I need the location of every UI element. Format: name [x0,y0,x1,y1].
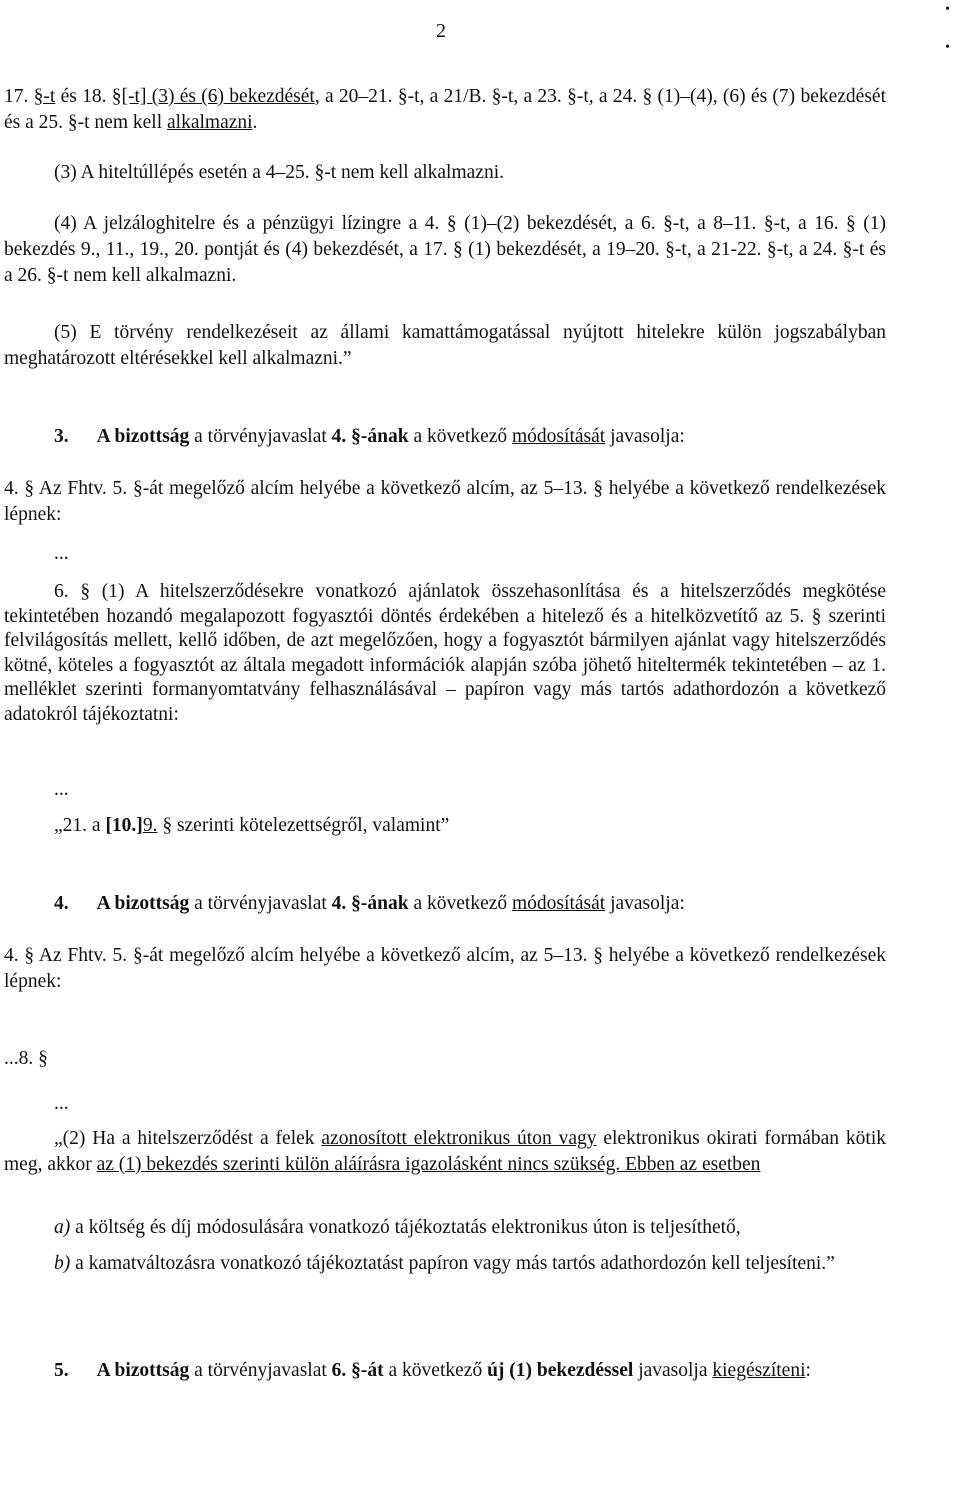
section-4-paragraph-8: ...8. § [4,1048,48,1069]
section-3-point-21: „21. a [10.]9. § szerinti kötelezettségről, valamint” [54,815,450,836]
section-3-paragraph-6: 6. § (1) A hitelszerződésekre vonatkozó ajánlatok összehasonlítása és a hitelszerződés megkötése tekintetében hozandó megalapozott fogyasztói döntés érdekében a hitelező és a hitelközvetítő az 5. § szerinti felvilágosítás mellett, kellő időben, de azt megelőzően, hogy a fogyasztót bármilyen ajánlat vagy hitelszerződés kötné, köteles a fogyasztót az általa megadott információk alapján szóba jöhető hiteltermék tekintetében – az 1. melléklet szerinti formanyomtatvány felhasználásával – papíron vagy más tartós adathordozón a következő adatokról tájékoztatni: [4,581,886,725]
page-number: 2 [436,20,446,42]
section-4-paragraph-2: „(2) Ha a hitelszerződést a felek azonosított elektronikus úton vagy elektronikus okirati formában kötik meg, akkor az (1) bekezdés szerinti külön aláírásra igazolásként nincs szükség. Ebben az esetben [4,1128,886,1175]
margin-mark-top: • [945,2,950,17]
section-3-intro: 4. § Az Fhtv. 5. §-át megelőző alcím helyébe a következő alcím, az 5–13. § helyébe a következő rendelkezések lépnek: [4,478,886,525]
paragraph-4: (4) A jelzáloghitelre és a pénzügyi lízingre a 4. § (1)–(2) bekezdését, a 6. §-t, a 8–11. §-t, a 16. § (1) bekezdés 9., 11., 19., 20. pontját és (4) bekezdését, a 17. § (1) bekezdését, a 19–20. §-t, a 21-22. §-t, a 24. §-t és a 26. §-t nem kell alkalmazni. [4,213,886,286]
section-4-point-b: b) a kamatváltozásra vonatkozó tájékoztatást papíron vagy más tartós adathordozón kell teljesíteni.” [54,1253,835,1274]
section-heading-3: 3. A bizottság a törvényjavaslat 4. §-ának a következő módosítását javasolja: [54,426,685,447]
ellipsis-2: ... [54,779,69,800]
section-heading-5: 5. A bizottság a törvényjavaslat 6. §-át a következő új (1) bekezdéssel javasolja kiegészíteni: [54,1360,811,1381]
section-4-point-a: a) a költség és díj módosulására vonatkozó tájékoztatás elektronikus úton is teljesíthető, [54,1217,741,1238]
section-heading-4: 4. A bizottság a törvényjavaslat 4. §-ának a következő módosítását javasolja: [54,893,685,914]
ellipsis-3: ... [54,1093,69,1114]
section-4-intro: 4. § Az Fhtv. 5. §-át megelőző alcím helyébe a következő alcím, az 5–13. § helyébe a következő rendelkezések lépnek: [4,945,886,992]
ellipsis-1: ... [54,543,69,564]
paragraph-5: (5) E törvény rendelkezéseit az állami kamattámogatással nyújtott hitelekre külön jogszabályban meghatározott eltérésekkel kell alkalmazni.” [4,322,886,369]
paragraph-3: (3) A hiteltúllépés esetén a 4–25. §-t nem kell alkalmazni. [54,162,504,183]
margin-mark-second: • [945,40,950,55]
paragraph-top-continuation: 17. §-t és 18. §[-t] (3) és (6) bekezdését, a 20–21. §-t, a 21/B. §-t, a 23. §-t, a 24. § (1)–(4), (6) és (7) bekezdését és a 25. §-t nem kell alkalmazni. [4,86,886,133]
